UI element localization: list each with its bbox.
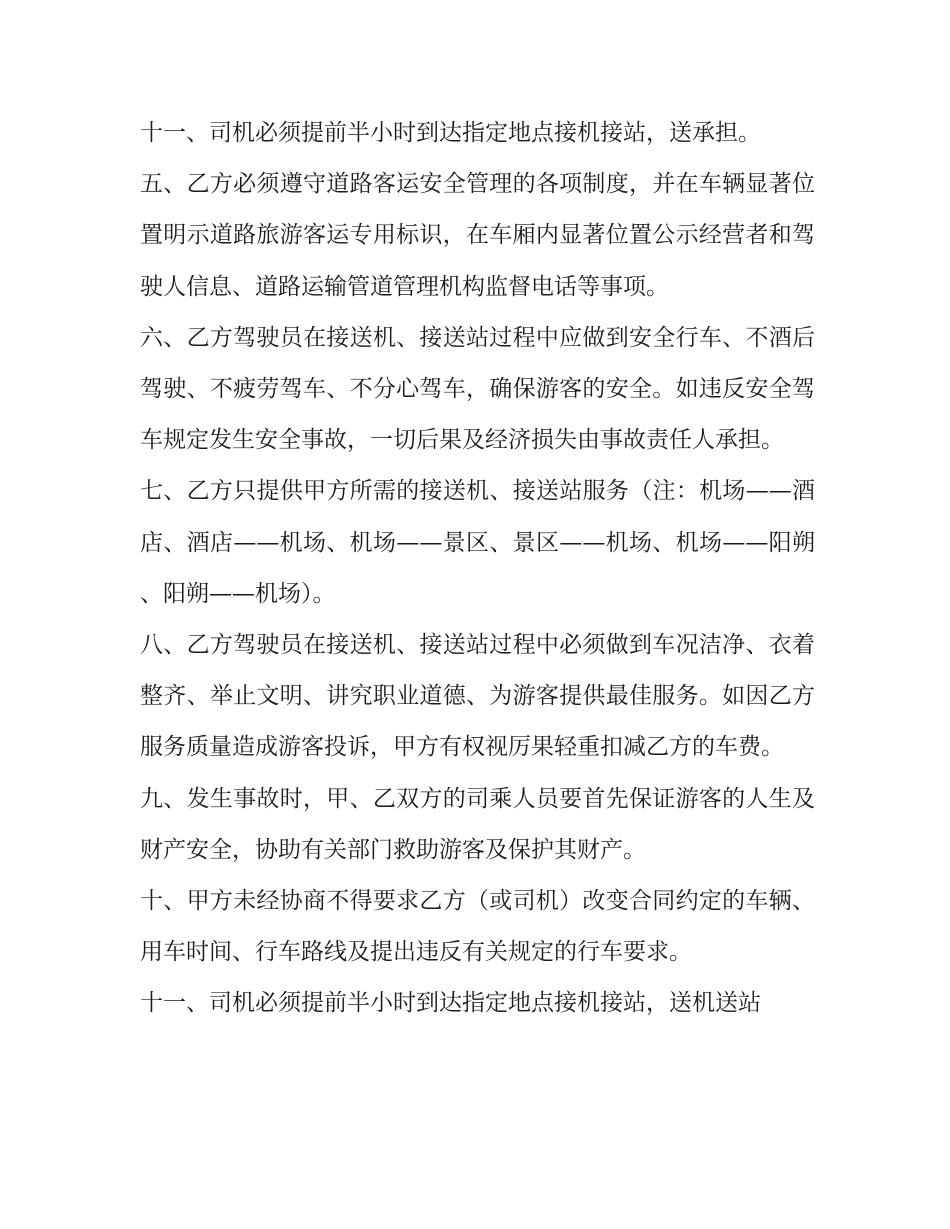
paragraph-2: 五、乙方必须遵守道路客运安全管理的各项制度，并在车辆显著位置明示道路旅游客运专用标识，在车厢内显著位置公示经营者和驾驶人信息、道路运输管道管理机构监督电话等事项。 <box>140 171 815 300</box>
paragraph-1: 十一、司机必须提前半小时到达指定地点接机接站，送承担。 <box>140 120 761 146</box>
paragraph-3: 六、乙方驾驶员在接送机、接送站过程中应做到安全行车、不酒后驾驶、不疲劳驾车、不分心驾车，确保游客的安全。如违反安全驾车规定发生安全事故，一切后果及经济损失由事故责任人承担。 <box>140 324 815 454</box>
paragraph-5: 八、乙方驾驶员在接送机、接送站过程中必须做到车况洁净、衣着整齐、举止文明、讲究职业道德、为游客提供最佳服务。如因乙方服务质量造成游客投诉，甲方有权视厉果轻重扣减乙方的车费。 <box>140 632 815 761</box>
paragraph-6: 九、发生事故时，甲、乙双方的司乘人员要首先保证游客的人生及财产安全，协助有关部门救助游客及保护其财产。 <box>140 785 815 863</box>
document-body <box>140 108 815 1030</box>
paragraph-4: 七、乙方只提供甲方所需的接送机、接送站服务（注：机场——酒店、酒店——机场、机场——景区、景区——机场、机场——阳朔、阳朔——机场）。 <box>140 478 815 607</box>
paragraph-8: 十一、司机必须提前半小时到达指定地点接机接站，送机送站 <box>140 990 761 1017</box>
paragraph-7: 十、甲方未经协商不得要求乙方（或司机）改变合同约定的车辆、用车时间、行车路线及提出违反有关规定的行车要求。 <box>140 888 815 966</box>
